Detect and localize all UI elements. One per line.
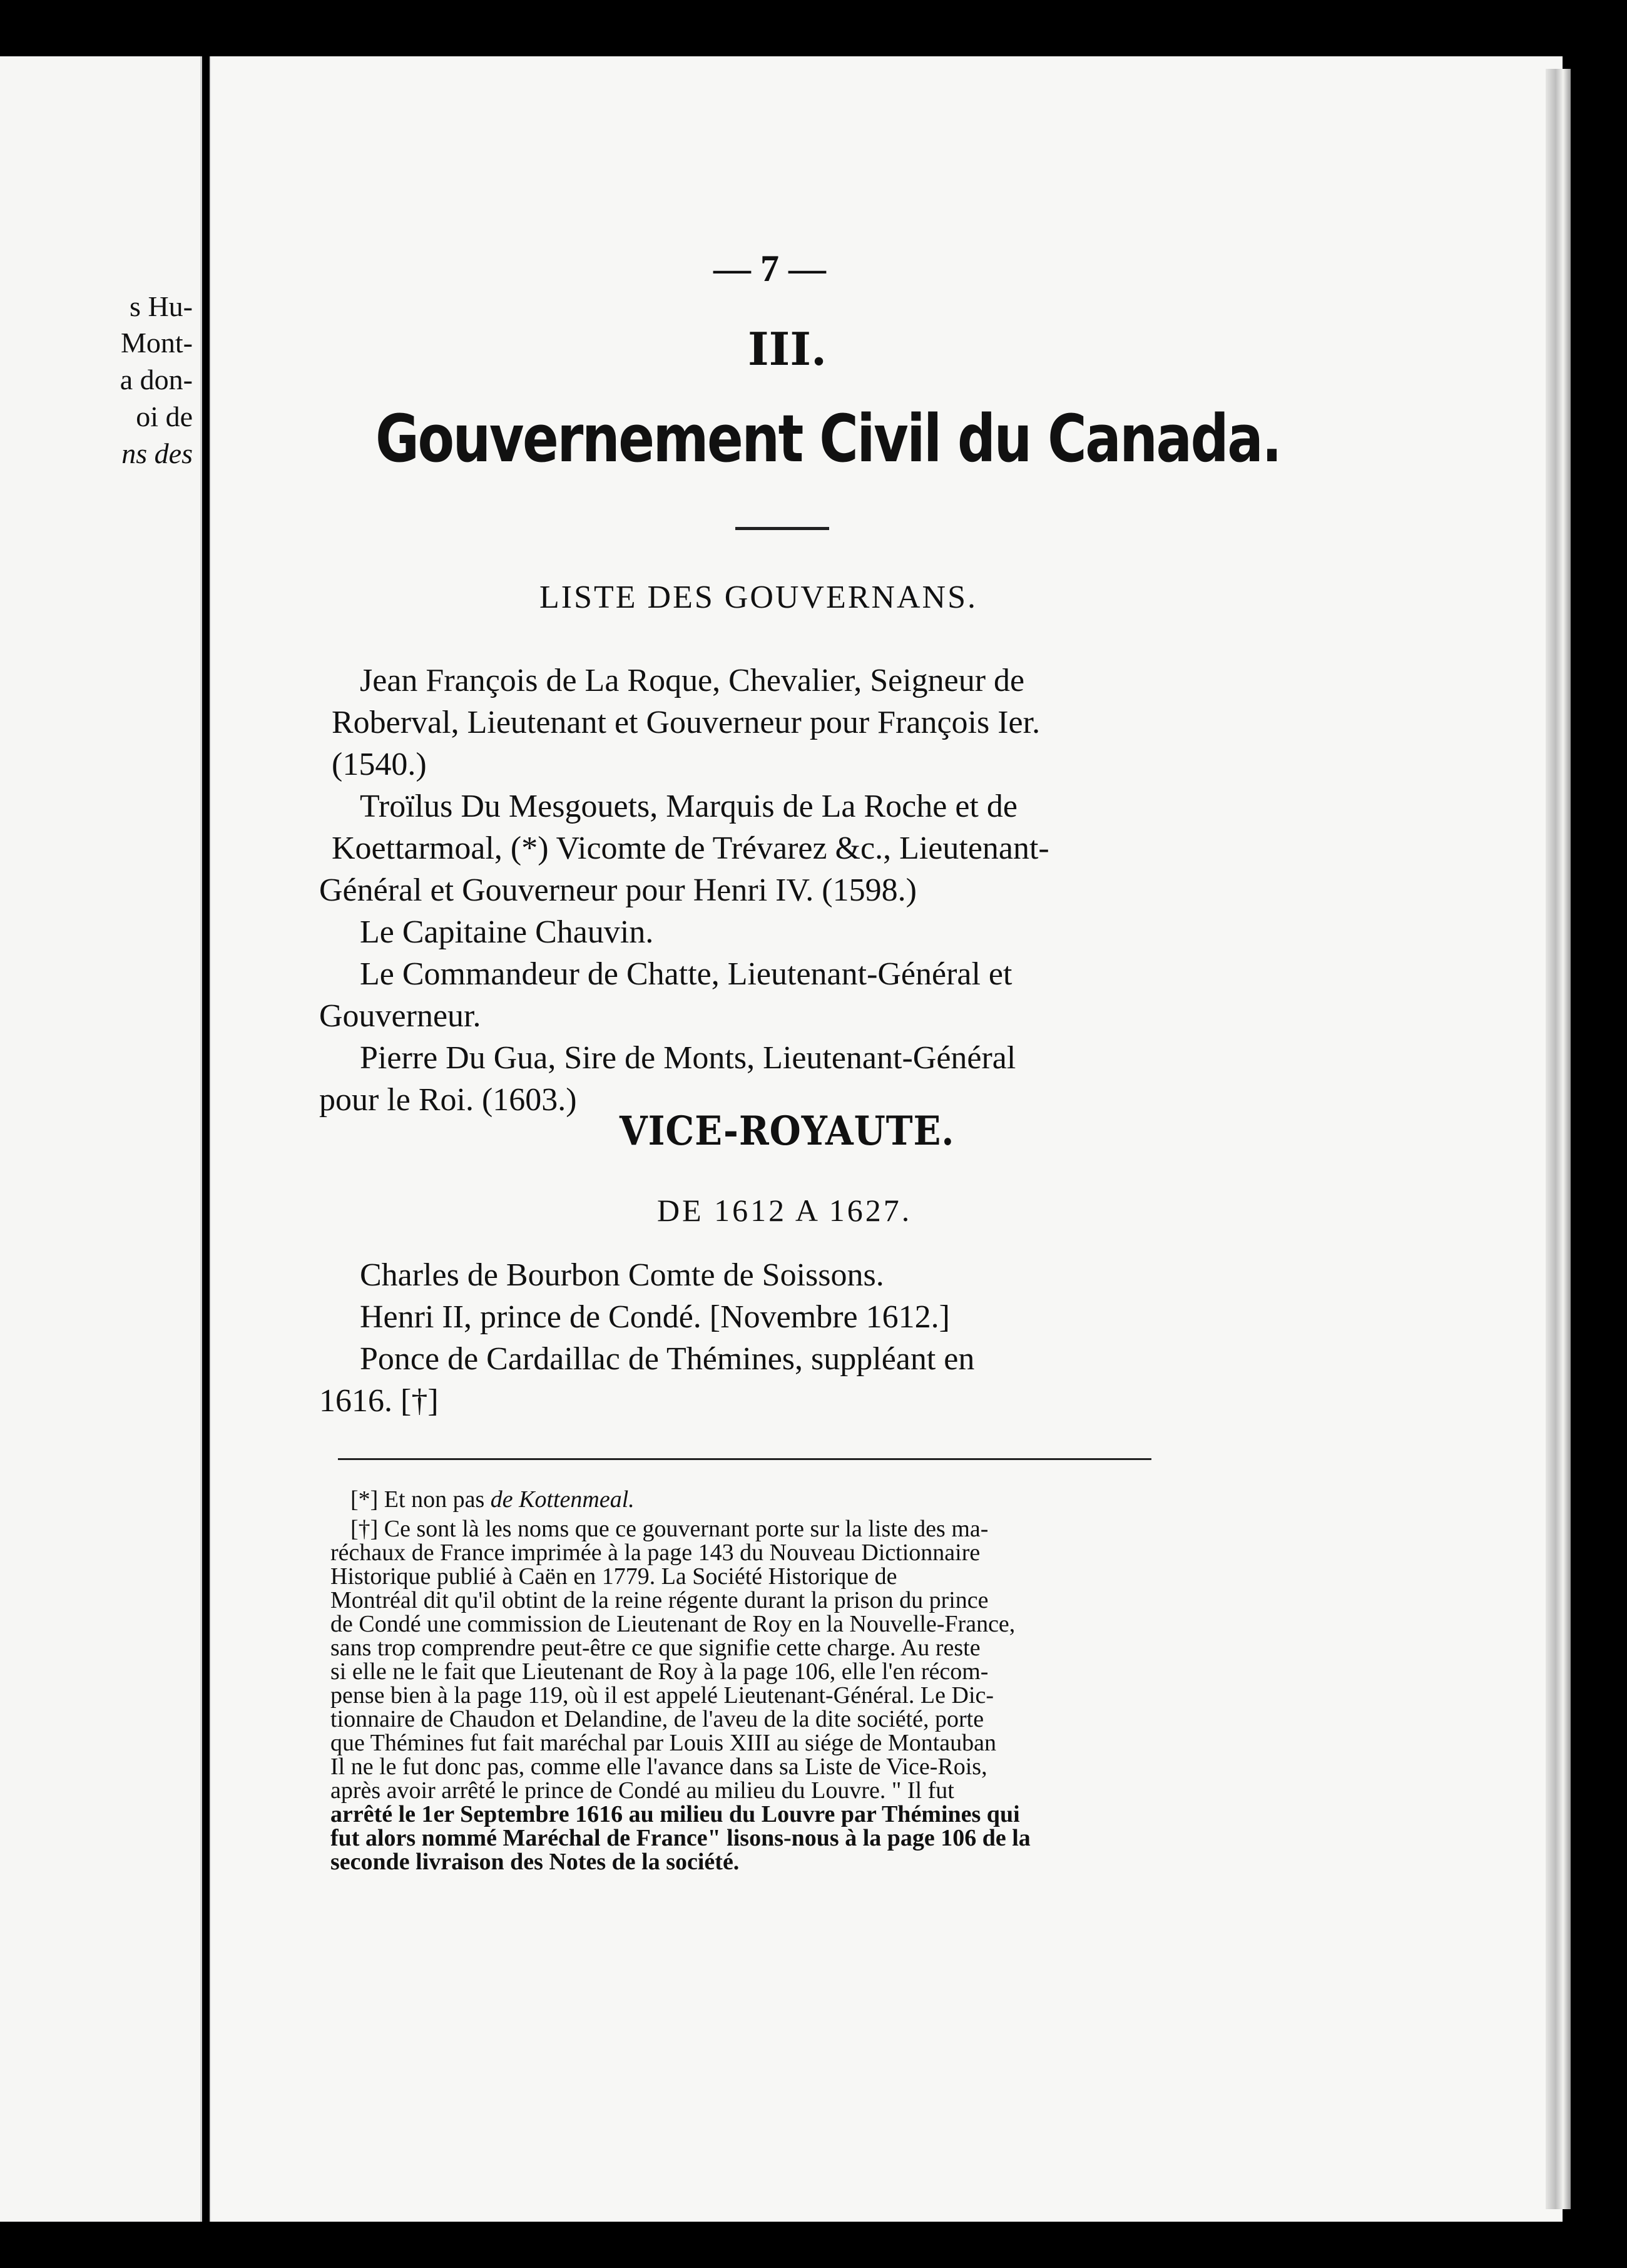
section-subheading: DE 1612 A 1627. xyxy=(657,1193,912,1228)
footnote-line: Il ne le fut donc pas, comme elle l'avance dans sa Liste de Vice-Rois, xyxy=(330,1754,987,1780)
footnote-line: que Thémines fut fait maréchal par Louis XIII au siége de Montauban xyxy=(330,1730,996,1756)
title-rule xyxy=(735,527,829,530)
previous-page-fragment xyxy=(0,56,202,2222)
governor-line: Le Commandeur de Chatte, Lieutenant-Général et xyxy=(360,956,1012,992)
governor-line: (1540.) xyxy=(332,747,427,782)
footnote-line: [†] Ce sont là les noms que ce gouvernant porte sur la liste des ma- xyxy=(350,1516,989,1542)
left-page-line: ns des xyxy=(121,437,193,469)
viceroy-line: Charles de Bourbon Comte de Soissons. xyxy=(360,1257,884,1293)
governor-line: Le Capitaine Chauvin. xyxy=(360,914,654,950)
list-heading: LISTE DES GOUVERNANS. xyxy=(539,580,977,615)
page-number: — 7 — xyxy=(713,248,826,289)
footnote-line: seconde livraison des Notes de la société. xyxy=(330,1849,740,1875)
governor-line: Pierre Du Gua, Sire de Monts, Lieutenant-Général xyxy=(360,1040,1016,1076)
footnote-line: sans trop comprendre peut-être ce que signifie cette charge. Au reste xyxy=(330,1635,981,1661)
footnote-line: après avoir arrêté le prince de Condé au milieu du Louvre. " Il fut xyxy=(330,1777,954,1804)
governor-line: Général et Gouverneur pour Henri IV. (1598.) xyxy=(319,872,917,908)
governor-line: Jean François de La Roque, Chevalier, Seigneur de xyxy=(360,663,1025,698)
footnote-rule xyxy=(338,1458,1151,1460)
viceroy-line: 1616. [†] xyxy=(319,1383,439,1419)
governor-line: Gouverneur. xyxy=(319,998,481,1034)
footnote-1 xyxy=(350,1488,635,1511)
left-page-line: s Hu- xyxy=(130,290,193,322)
section-numeral: III. xyxy=(748,322,827,375)
footnote-1-italic: de Kottenmeal. xyxy=(490,1486,635,1513)
footnote-line: tionnaire de Chaudon et Delandine, de l'aveu de la dite société, porte xyxy=(330,1706,984,1732)
footnote-line: si elle ne le fait que Lieutenant de Roy à la page 106, elle l'en récom- xyxy=(330,1658,989,1685)
footnote-line: Historique publié à Caën en 1779. La Société Historique de xyxy=(330,1563,897,1590)
governor-line: pour le Roi. (1603.) xyxy=(319,1082,577,1118)
left-page-line: a don- xyxy=(120,364,193,396)
left-page-line: Mont- xyxy=(121,327,193,359)
footnote-line: Montréal dit qu'il obtint de la reine régente durant la prison du prince xyxy=(330,1587,989,1613)
footnote-line: de Condé une commission de Lieutenant de Roy en la Nouvelle-France, xyxy=(330,1611,1016,1637)
footnote-1-text: [*] Et non pas xyxy=(350,1486,491,1513)
left-page-line: oi de xyxy=(136,401,193,432)
viceroy-line: Ponce de Cardaillac de Thémines, suppléant en xyxy=(360,1341,975,1377)
governor-line: Troïlus Du Mesgouets, Marquis de La Roche et de xyxy=(360,789,1018,824)
viceroy-line: Henri II, prince de Condé. [Novembre 1612.] xyxy=(360,1299,950,1335)
governor-line: Roberval, Lieutenant et Gouverneur pour François Ier. xyxy=(332,705,1041,740)
footnote-line: réchaux de France imprimée à la page 143 du Nouveau Dictionnaire xyxy=(330,1540,981,1566)
footnote-line: fut alors nommé Maréchal de France" lisons-nous à la page 106 de la xyxy=(330,1825,1031,1851)
page-title: Gouvernement Civil du Canada. xyxy=(375,401,1281,477)
section-heading: VICE-ROYAUTE. xyxy=(620,1108,955,1155)
page-edge xyxy=(1546,69,1571,2209)
footnote-line: arrêté le 1er Septembre 1616 au milieu du Louvre par Thémines qui xyxy=(330,1801,1020,1827)
governor-line: Koettarmoal, (*) Vicomte de Trévarez &c., Lieutenant- xyxy=(332,830,1049,866)
footnote-line: pense bien à la page 119, où il est appelé Lieutenant-Général. Le Dic- xyxy=(330,1682,994,1709)
